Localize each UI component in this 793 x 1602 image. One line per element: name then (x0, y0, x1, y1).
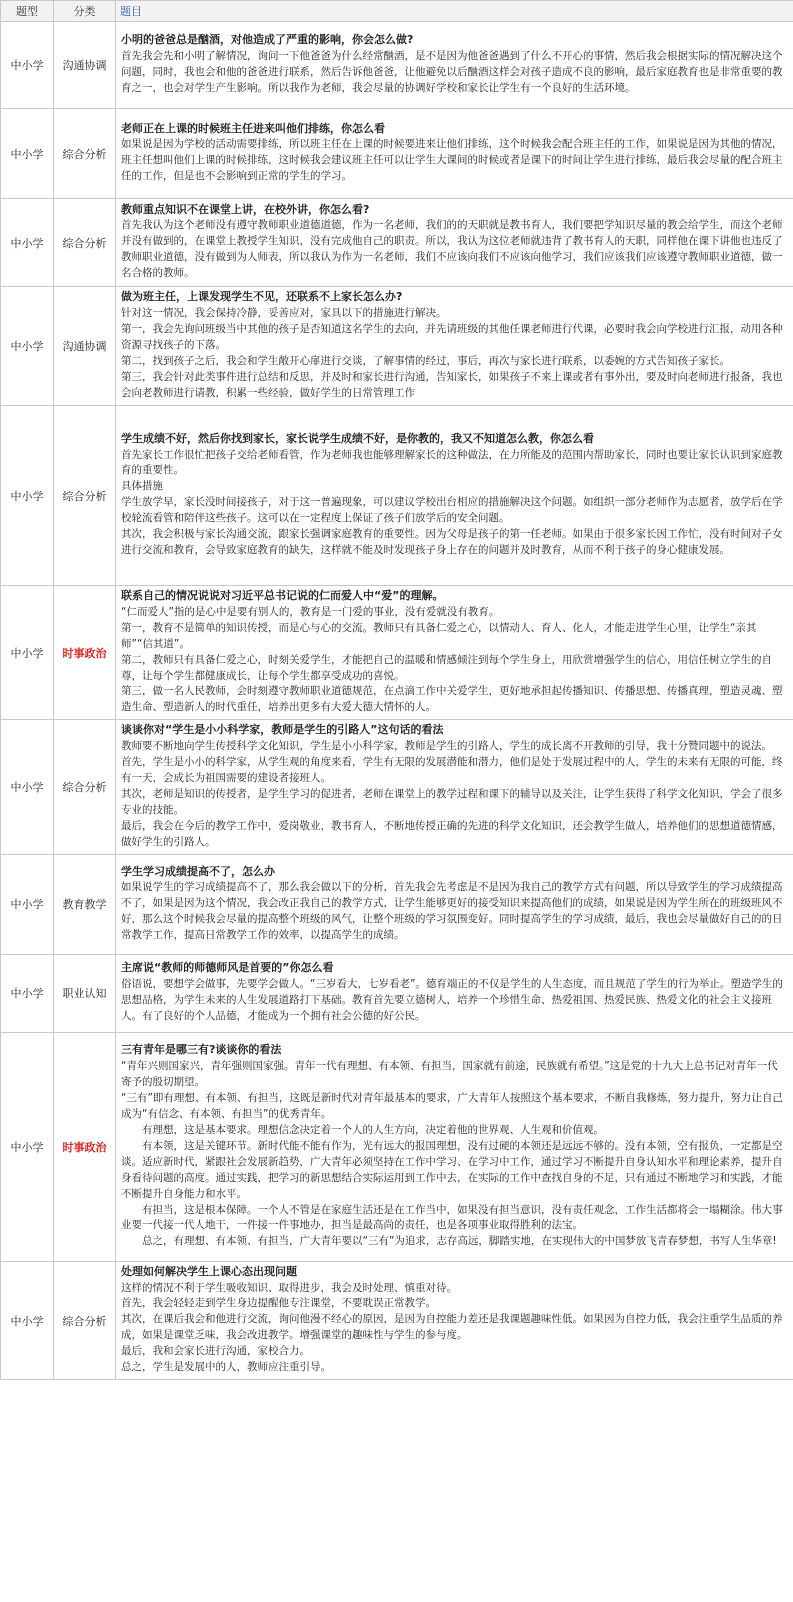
answer-paragraph: 其次，老师是知识的传授者，是学生学习的促进者，老师在课堂上的教学过程和课下的辅导以及关注，让学生获得了科学文化知识，学会了很多专业的技能。 (121, 787, 783, 816)
answer-paragraph: 首先家长工作很忙把孩子交给老师看管，作为老师我也能够理解家长的这种做法，在力所能及的范围内帮助家长，同时也要让家长认识到家庭教育的重要性。 (121, 448, 783, 477)
answer-paragraph: 第三，我会针对此类事件进行总结和反思，并及时和家长进行沟通，告知家长，如果孩子不来上课或者有事外出，要及时向老师进行报备，我也会向老教师进行请教，积累一些经验，做好学生的日常管理工作 (121, 370, 783, 399)
header-level[interactable]: 题型 (1, 1, 54, 22)
table-row (1, 22, 793, 109)
table-row (1, 954, 793, 1032)
answer-paragraph: 第二，教师只有具备仁爱之心，时刻关爱学生，才能把自己的温暖和情感倾注到每个学生身上，用欣赏增强学生的信心，用信任树立学生的自尊，让每个学生都健康成长，让每个学生都享受成功的喜悦。 (121, 653, 772, 682)
answer-paragraph: 最后，我和会家长进行沟通，家校合力。 (121, 1345, 310, 1358)
answer-paragraph: “青年兴则国家兴，青年强则国家强。青年一代有理想、有本领、有担当，国家就有前途，民族就有希望。”这是党的十九大上总书记对青年一代寄予的殷切期望。 (121, 1059, 778, 1088)
answer-paragraph: 第一，教育不是简单的知识传授，而是心与心的交流。教师只有具备仁爱之心，以情动人、育人、化人，才能走进学生心里，让学生“亲其师”“信其道”。 (121, 621, 757, 650)
answer-paragraph: 最后，我会在今后的教学工作中，爱岗敬业，教书育人，不断地传授正确的先进的科学文化知识，还会教学生做人，培养他们的思想道德情感，做好学生的引路人。 (121, 819, 783, 848)
answer-paragraph: 俗语说，要想学会做事，先要学会做人。“三岁看大，七岁看老”。德育端正的不仅是学生的人生态度，而且规范了学生的行为举止。塑造学生的思想品格，为学生未来的人生发展道路打下基础。教育首先要立德树人，培养一个珍惜生命、热爱祖国、热爱民族、热爱文化的社会主义接班人。有了良好的个人品德，才能成为一个拥有社会公德的好公民。 (121, 978, 783, 1023)
row-level[interactable]: 中小学 (1, 720, 54, 854)
row-level[interactable]: 中小学 (1, 109, 54, 199)
table-row (1, 1032, 793, 1261)
row-question[interactable] (116, 1032, 793, 1261)
row-level[interactable]: 中小学 (1, 287, 54, 406)
answer-paragraph: 第二，找到孩子之后，我会和学生敞开心扉进行交谈，了解事情的经过，事后，再次与家长进行联系，以委婉的方式告知孩子家长。 (121, 354, 730, 367)
answer-paragraph: 首先我会先和小明了解情况，询问一下他爸爸为什么经常酗酒，是不是因为他爸爸遇到了什么不开心的事情，然后我会根据实际的情况解决这个问题，同时，我也会和他的爸爸进行联系，然后告诉他爸爸，让他避免以后酗酒这样会对孩子造成不良的影响，最后家庭教育也是非常重要的教育之一，也会对学生产生影响。所以我作为老师，我会尽量的协调好学校和家长让学生有一个良好的生活环境。 (121, 49, 783, 94)
table-row (1, 854, 793, 954)
answer-paragraph: “三有”即有理想、有本领、有担当，这既是新时代对青年最基本的要求，广大青年人按照这个基本要求，不断自我修炼，努力提升，努力让自己成为“有信念、有本领、有担当”的优秀青年。 (121, 1091, 783, 1120)
row-question[interactable] (116, 199, 793, 287)
row-level[interactable]: 中小学 (1, 199, 54, 287)
row-category[interactable]: 综合分析 (54, 406, 116, 586)
row-category[interactable]: 沟通协调 (54, 287, 116, 406)
row-question[interactable] (116, 720, 793, 854)
answer-paragraph: 这样的情况不利于学生吸收知识、取得进步，我会及时处理、慎重对待。 (121, 1281, 457, 1294)
question-title: 三有青年是哪三有?谈谈你的看法 (121, 1043, 282, 1057)
answer-paragraph: 如果说是因为学校的活动需要排练，所以班主任在上课的时候要进来让他们排练，这个时候我会配合班主任的工作，如果说是因为其他的情况，班主任想叫他们上课的时候排练，这时候我会建议班主任可以让学生大课间的时候或者是课下的时间让学生进行排练，最后我会尽量的配合班主任的工作，但是也不会影响到正常的学生的学习。 (121, 138, 783, 183)
row-category[interactable]: 时事政治 (54, 1032, 116, 1261)
header-row (1, 1, 793, 22)
row-category[interactable]: 综合分析 (54, 199, 116, 287)
question-title: 小明的爸爸总是酗酒，对他造成了严重的影响，你会怎么做? (121, 33, 414, 47)
row-question[interactable] (116, 586, 793, 720)
question-title: 学生成绩不好，然后你找到家长，家长说学生成绩不好，是你教的，我又不知道怎么教，你怎么看 (121, 431, 594, 445)
table-row (1, 287, 793, 406)
question-title: 学生学习成绩提高不了，怎么办 (121, 864, 275, 878)
row-level[interactable]: 中小学 (1, 406, 54, 586)
row-category[interactable]: 时事政治 (54, 586, 116, 720)
question-title: 谈谈你对“学生是小小科学家，教师是学生的引路人”这句话的看法 (121, 723, 444, 737)
question-title: 处理如何解决学生上课心态出现问题 (121, 1264, 297, 1278)
header-question[interactable]: 题目 (116, 1, 793, 22)
answer-paragraph: 如果说学生的学习成绩提高不了，那么我会做以下的分析，首先我会先考虑是不是因为我自己的教学方式有问题，所以导致学生的学习成绩提高不了，如果是因为这个情况，我会改正我自己的教学方式，让学生能够更好的接受知识来提高他们的成绩，如果说是因为学生所在的班级班风不好，那么这个时候我会尽量的提高整个班级的风气，让整个班级的学习氛围变好。同时提高学生的学习成绩，最后，我也会尽量做好自己的的日常教学工作，提高日常教学工作的效率，以提高学生的成绩。 (121, 881, 783, 942)
row-question[interactable] (116, 109, 793, 199)
table-row (1, 109, 793, 199)
answer-paragraph: 有担当，这是根本保障。一个人不管是在家庭生活还是在工作当中，如果没有担当意识，没有责任观念，工作生活都将会一塌糊涂。伟大事业要一代接一代人地干，一件接一件事地办，担当是最高尚的责任，也是各项事业取得胜利的法宝。 (121, 1203, 783, 1232)
row-level[interactable]: 中小学 (1, 854, 54, 954)
question-title: 联系自己的情况说说对习近平总书记说的仁而爱人中“爱”的理解。 (121, 589, 444, 602)
answer-paragraph: 针对这一情况，我会保持冷静，妥善应对，家具以下的措施进行解决。 (121, 307, 447, 319)
answer-paragraph: 总之，有理想、有本领、有担当，广大青年要以“三有”为追求，志存高远，脚踏实地，在实现伟大的中国梦放飞青春梦想，书写人生华章! (142, 1235, 777, 1248)
answer-paragraph: 总之，学生是发展中的人，教师应注重引导。 (121, 1361, 331, 1374)
question-title: 做为班主任，上课发现学生不见，还联系不上家长怎么办? (121, 290, 403, 304)
answer-paragraph: 具体措施 (121, 480, 163, 493)
row-question[interactable] (116, 287, 793, 406)
row-level[interactable]: 中小学 (1, 22, 54, 109)
answer-paragraph: 学生放学早，家长没时间接孩子，对于这一普遍现象，可以建议学校出台相应的措施解决这个问题。如组织一部分老师作为志愿者，放学后在学校轮流看管和陪伴这些孩子。这可以在一定程度上保证了孩子们放学后的安全问题。 (121, 496, 783, 525)
question-title: 老师正在上课的时候班主任进来叫他们排练，你怎么看 (121, 121, 385, 135)
row-question[interactable] (116, 854, 793, 954)
row-question[interactable] (116, 954, 793, 1032)
row-category[interactable]: 职业认知 (54, 954, 116, 1032)
row-category[interactable]: 教育教学 (54, 854, 116, 954)
answer-paragraph: 有理想，这是基本要求。理想信念决定着一个人的人生方向，决定着他的世界观、人生观和价值观。 (142, 1123, 604, 1136)
row-question[interactable] (116, 1261, 793, 1379)
answer-paragraph: 首先，学生是小小的科学家，从学生观的角度来看，学生有无限的发展潜能和潜力，他们是处于发展过程中的人，学生的未来有无限的可能，终有一天，会成长为祖国需要的建设者接班人。 (121, 756, 783, 785)
table-row (1, 586, 793, 720)
answer-paragraph: 第一，我会先询问班级当中其他的孩子是否知道这名学生的去向，并先请班级的其他任课老师进行代课，必要时我会向学校进行汇报，动用各种资源寻找孩子的下落。 (121, 322, 783, 351)
row-category[interactable]: 综合分析 (54, 1261, 116, 1379)
table-row (1, 720, 793, 854)
question-title: 主席说“教师的师德师风是首要的”你怎么看 (121, 961, 334, 975)
row-level[interactable]: 中小学 (1, 1261, 54, 1379)
answer-paragraph: 其次，在课后我会和他进行交流，询问他漫不经心的原因，是因为自控能力差还是我课题趣味性低。如果因为自控力低，我会注重学生品质的养成，如果是课堂乏味，我会改进教学。增强课堂的趣味性与学生的参与度。 (121, 1313, 783, 1342)
table-row (1, 1261, 793, 1379)
answer-paragraph: 首先，我会轻轻走到学生身边提醒他专注课堂，不要耽误正常教学。 (121, 1297, 436, 1310)
row-category[interactable]: 综合分析 (54, 720, 116, 854)
answer-paragraph: 第三，做一名人民教师，会时刻遵守教师职业道德规范，在点滴工作中关爱学生，更好地承担起传播知识、传播思想、传播真理，塑造灵魂、塑造生命、塑造新人的时代重任，培养出更多有大爱大德大情怀的人。 (121, 685, 783, 714)
row-level[interactable]: 中小学 (1, 586, 54, 720)
answer-paragraph: 首先我认为这个老师没有遵守教师职业道德道德，作为一名老师，我们的的天职就是教书育人，我们要把学知识尽量的教会给学生，而这个老师并没有做到的，在课堂上教授学生知识，没有完成他自己的职责。所以，我认为这位老师就违背了教书育人的天职，同样他在课下讲他也违反了教师职业道德，没有做到为人师表，所以我认为作为一名老师，我们不应该向我们不应该向他学习，我们应该我们应该遵守教师职业道德，做一名合格的教师。 (121, 219, 783, 280)
header-category[interactable]: 分类 (54, 1, 116, 22)
table-row (1, 199, 793, 287)
row-category[interactable]: 沟通协调 (54, 22, 116, 109)
row-category[interactable]: 综合分析 (54, 109, 116, 199)
answer-paragraph: “仁而爱人”指的是心中是要有别人的，教育是一门爱的事业，没有爱就没有教育。 (121, 605, 500, 618)
row-question[interactable] (116, 406, 793, 586)
answer-paragraph: 其次，我会积极与家长沟通交流，跟家长强调家庭教育的重要性。因为父母是孩子的第一任老师。如果由于很多家长因工作忙，没有时间对子女进行交流和教育，会导致家庭教育的缺失，这样就不能及时发现孩子身上存在的问题并及时教育，从而不利于孩子的身心健康发展。 (121, 528, 783, 557)
question-title: 教师重点知识不在课堂上讲，在校外讲，你怎么看? (121, 202, 370, 216)
row-question[interactable] (116, 22, 793, 109)
answer-paragraph: 有本领，这是关键环节。新时代能不能有作为，光有远大的报国理想，没有过硬的本领还是远远不够的。没有本领，空有报负，一定都是空谈。适应新时代，紧跟社会发展新趋势，广大青年必须坚持在工作中学习、在学习中工作，通过学习不断提升自身认知水平和理论素养，提升自身看待问题的高度。通过实践，把学习的新思想结合实际运用到工作中去，在实际的工作中查找自身的不足，只有通过不断地学习和实践，才能不断提升自身能力和水平。 (121, 1139, 783, 1200)
row-level[interactable]: 中小学 (1, 1032, 54, 1261)
table-row (1, 406, 793, 586)
row-level[interactable]: 中小学 (1, 954, 54, 1032)
answer-paragraph: 教师要不断地向学生传授科学文化知识，学生是小小科学家，教师是学生的引路人，学生的成长离不开教师的引导，我十分赞同题中的说法。 (121, 740, 772, 753)
